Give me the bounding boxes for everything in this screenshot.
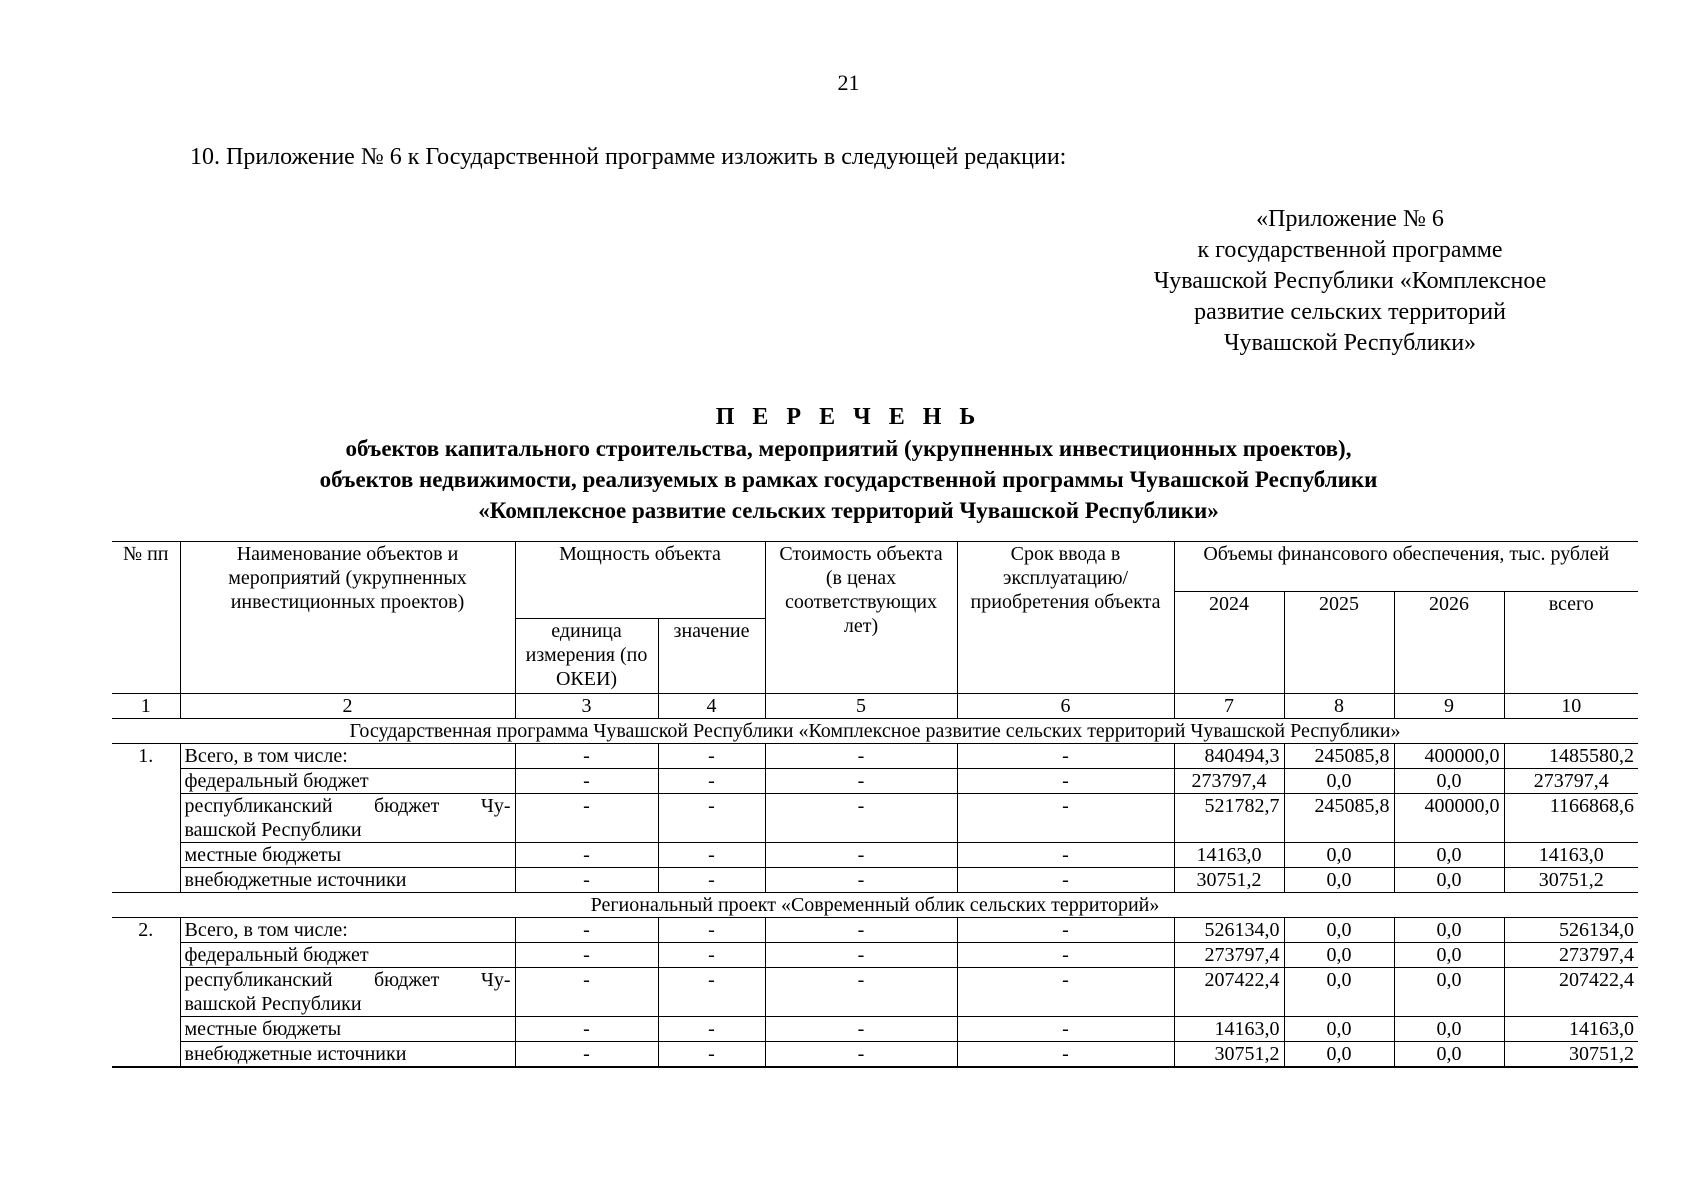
- row-cost: -: [765, 769, 957, 794]
- row-term: -: [957, 943, 1174, 968]
- row-value: -: [658, 744, 765, 769]
- row-name: внебюджетные источники: [180, 1042, 515, 1068]
- row-name: внебюджетные источники: [180, 868, 515, 893]
- row-2026: 0,0: [1394, 1017, 1504, 1042]
- row-number: 2.: [112, 918, 180, 1068]
- row-unit: -: [515, 918, 658, 943]
- row-total: 526134,0: [1504, 918, 1638, 943]
- column-number: 1: [112, 694, 180, 719]
- header-term: Срок ввода в эксплуатацию/приобретения объекта: [957, 542, 1174, 694]
- row-total: 30751,2: [1504, 868, 1638, 893]
- column-numbers-row: [112, 694, 1638, 719]
- row-2024: 526134,0: [1174, 918, 1284, 943]
- row-unit: -: [515, 794, 658, 843]
- row-name: федеральный бюджет: [180, 769, 515, 794]
- document-heading: [0, 402, 1697, 526]
- row-cost: -: [765, 868, 957, 893]
- row-value: -: [658, 794, 765, 843]
- row-2025: 0,0: [1284, 1042, 1394, 1068]
- row-value: -: [658, 769, 765, 794]
- section-title: Государственная программа Чувашской Республики «Комплексное развитие сельских территорий Чувашской Республики»: [112, 719, 1638, 744]
- row-unit: -: [515, 843, 658, 868]
- column-number: 5: [765, 694, 957, 719]
- header-total: всего: [1504, 592, 1638, 694]
- row-2026: 400000,0: [1394, 794, 1504, 843]
- row-term: -: [957, 744, 1174, 769]
- table-row: [112, 769, 1638, 794]
- row-total: 1485580,2: [1504, 744, 1638, 769]
- table-row: [112, 744, 1638, 769]
- row-cost: -: [765, 968, 957, 1017]
- header-capacity: Мощность объекта: [515, 542, 765, 619]
- column-number: 8: [1284, 694, 1394, 719]
- heading-line: «Комплексное развитие сельских территорий Чувашской Республики»: [478, 498, 1219, 523]
- row-2026: 0,0: [1394, 918, 1504, 943]
- row-unit: -: [515, 769, 658, 794]
- table-row: [112, 868, 1638, 893]
- heading-word: П Е Р Е Ч Е Н Ь: [715, 404, 982, 430]
- table-row: [112, 1042, 1638, 1068]
- appendix-line: Чувашской Республики «Комплексное: [1153, 268, 1547, 294]
- row-value: -: [658, 943, 765, 968]
- row-2024: 521782,7: [1174, 794, 1284, 843]
- row-2025: 0,0: [1284, 918, 1394, 943]
- column-number: 4: [658, 694, 765, 719]
- row-name-line: республиканский бюджет Чу-: [184, 969, 511, 991]
- row-unit: -: [515, 868, 658, 893]
- heading-line: объектов недвижимости, реализуемых в рамках государственной программы Чувашской Республики: [319, 467, 1378, 492]
- header-year-2026: 2026: [1394, 592, 1504, 694]
- row-unit: -: [515, 968, 658, 1017]
- row-name: [180, 794, 515, 843]
- header-year-2025: 2025: [1284, 592, 1394, 694]
- row-2025: 245085,8: [1284, 744, 1394, 769]
- row-cost: -: [765, 918, 957, 943]
- row-name: местные бюджеты: [180, 843, 515, 868]
- row-total: 14163,0: [1504, 1017, 1638, 1042]
- row-2026: 0,0: [1394, 843, 1504, 868]
- column-number: 9: [1394, 694, 1504, 719]
- row-name: [180, 968, 515, 1017]
- row-2024: 273797,4: [1174, 943, 1284, 968]
- row-unit: -: [515, 1042, 658, 1068]
- table-row: [112, 843, 1638, 868]
- row-2024: 30751,2: [1174, 1042, 1284, 1068]
- header-num: № пп: [112, 542, 180, 694]
- row-term: -: [957, 868, 1174, 893]
- heading-line: объектов капитального строительства, мероприятий (укрупненных инвестиционных проектов),: [345, 436, 1352, 461]
- row-total: 273797,4: [1504, 769, 1638, 794]
- appendix-line: Чувашской Республики»: [1223, 330, 1477, 356]
- row-2026: 0,0: [1394, 1042, 1504, 1068]
- row-cost: -: [765, 843, 957, 868]
- row-2024: 840494,3: [1174, 744, 1284, 769]
- row-term: -: [957, 1017, 1174, 1042]
- table-row: [112, 943, 1638, 968]
- row-name: Всего, в том числе:: [180, 918, 515, 943]
- row-2025: 0,0: [1284, 968, 1394, 1017]
- header-cost: Стоимость объекта (в ценах соответствующих лет): [765, 542, 957, 694]
- table-row: [112, 794, 1638, 843]
- header-unit: единица измерения (по ОКЕИ): [515, 619, 658, 694]
- row-unit: -: [515, 744, 658, 769]
- column-number: 7: [1174, 694, 1284, 719]
- row-2025: 0,0: [1284, 943, 1394, 968]
- row-term: -: [957, 918, 1174, 943]
- header-year-2024: 2024: [1174, 592, 1284, 694]
- row-name-line: вашской Республики: [184, 993, 362, 1015]
- row-unit: -: [515, 1017, 658, 1042]
- row-name-line: республиканский бюджет Чу-: [184, 795, 511, 817]
- row-name-line: вашской Республики: [184, 819, 362, 841]
- row-cost: -: [765, 794, 957, 843]
- row-2025: 245085,8: [1284, 794, 1394, 843]
- row-2026: 400000,0: [1394, 744, 1504, 769]
- row-term: -: [957, 794, 1174, 843]
- row-2024: 30751,2: [1174, 868, 1284, 893]
- row-2026: 0,0: [1394, 769, 1504, 794]
- row-total: 273797,4: [1504, 943, 1638, 968]
- header-name: Наименование объектов и мероприятий (укрупненных инвестиционных проектов): [180, 542, 515, 694]
- row-value: -: [658, 968, 765, 1017]
- row-unit: -: [515, 943, 658, 968]
- row-2026: 0,0: [1394, 868, 1504, 893]
- row-2025: 0,0: [1284, 868, 1394, 893]
- row-cost: -: [765, 943, 957, 968]
- table-row: [112, 918, 1638, 943]
- appendix-reference: [1120, 204, 1580, 359]
- row-2026: 0,0: [1394, 943, 1504, 968]
- row-term: -: [957, 769, 1174, 794]
- appendix-line: «Приложение № 6: [1256, 206, 1444, 232]
- row-total: 14163,0: [1504, 843, 1638, 868]
- header-value: значение: [658, 619, 765, 694]
- row-total: 30751,2: [1504, 1042, 1638, 1068]
- row-name: федеральный бюджет: [180, 943, 515, 968]
- row-term: -: [957, 1042, 1174, 1068]
- appendix-line: развитие сельских территорий: [1194, 299, 1506, 325]
- objects-table: [112, 541, 1638, 1068]
- row-cost: -: [765, 1042, 957, 1068]
- intro-paragraph: 10. Приложение № 6 к Государственной программе изложить в следующей редакции:: [190, 144, 1067, 170]
- page-number: 21: [837, 70, 860, 95]
- row-total: 207422,4: [1504, 968, 1638, 1017]
- row-name: местные бюджеты: [180, 1017, 515, 1042]
- row-term: -: [957, 843, 1174, 868]
- row-value: -: [658, 868, 765, 893]
- row-2024: 207422,4: [1174, 968, 1284, 1017]
- row-2025: 0,0: [1284, 1017, 1394, 1042]
- row-2025: 0,0: [1284, 843, 1394, 868]
- row-2025: 0,0: [1284, 769, 1394, 794]
- section-title: Региональный проект «Современный облик сельских территорий»: [112, 893, 1638, 918]
- table-row: [112, 1017, 1638, 1042]
- row-cost: -: [765, 1017, 957, 1042]
- header-funding: Объемы финансового обеспечения, тыс. рублей: [1174, 542, 1638, 592]
- appendix-line: к государственной программе: [1197, 237, 1503, 263]
- row-2024: 14163,0: [1174, 1017, 1284, 1042]
- row-term: -: [957, 968, 1174, 1017]
- column-number: 10: [1504, 694, 1638, 719]
- row-name: Всего, в том числе:: [180, 744, 515, 769]
- row-value: -: [658, 843, 765, 868]
- column-number: 3: [515, 694, 658, 719]
- column-number: 2: [180, 694, 515, 719]
- row-cost: -: [765, 744, 957, 769]
- row-value: -: [658, 1017, 765, 1042]
- row-2024: 14163,0: [1174, 843, 1284, 868]
- row-2026: 0,0: [1394, 968, 1504, 1017]
- row-number: 1.: [112, 744, 180, 893]
- row-value: -: [658, 1042, 765, 1068]
- row-total: 1166868,6: [1504, 794, 1638, 843]
- column-number: 6: [957, 694, 1174, 719]
- row-value: -: [658, 918, 765, 943]
- row-2024: 273797,4: [1174, 769, 1284, 794]
- table-row: [112, 968, 1638, 1017]
